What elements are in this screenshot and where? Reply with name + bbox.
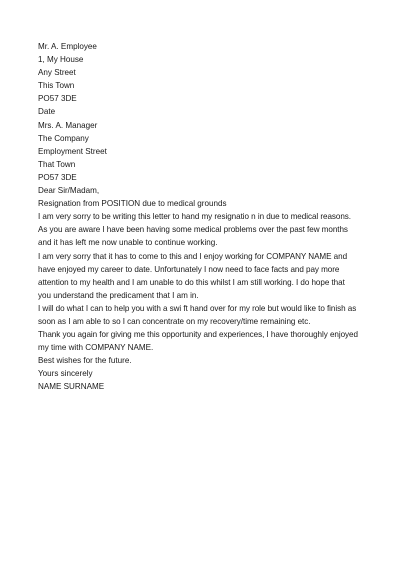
body-line: As you are aware I have been having some medical problems over the past few months: [38, 225, 348, 235]
sender-postcode: PO57 3DE: [38, 94, 77, 104]
body-line: I am very sorry to be writing this letter to hand my resignatio n in due to medical reasons.: [38, 212, 352, 222]
body-line: have enjoyed my career to date. Unfortunately I now need to face facts and pay more: [38, 264, 340, 274]
signature-name: NAME SURNAME: [38, 382, 105, 392]
sender-house: 1, My House: [38, 55, 84, 65]
body-line: Best wishes for the future.: [38, 356, 132, 366]
recipient-address: [38, 119, 368, 184]
body-line: I am very sorry that it has to come to this and I enjoy working for COMPANY NAME and: [38, 251, 348, 261]
letter-date: Date: [38, 107, 56, 117]
salutation: Dear Sir/Madam,: [38, 186, 100, 196]
closing: Yours sincerely: [38, 369, 93, 379]
body-line: attention to my health and I am unable to do this whilst I am still working. I do hope that: [38, 277, 345, 287]
recipient-postcode: PO57 3DE: [38, 172, 77, 182]
recipient-name: Mrs. A. Manager: [38, 120, 98, 130]
sender-town: This Town: [38, 81, 75, 91]
body-line: Thank you again for giving me this opportunity and experiences, I have thoroughly enjoyed: [38, 330, 358, 340]
sender-street: Any Street: [38, 68, 76, 78]
body-line: soon as I am able to so I can concentrate on my recovery/time remaining etc.: [38, 316, 311, 326]
body-line: my time with COMPANY NAME.: [38, 343, 154, 353]
body-line: I will do what I can to help you with a swi ft hand over for my role but would like to finish as: [38, 303, 357, 313]
recipient-town: That Town: [38, 159, 76, 169]
subject-line: Resignation from POSITION due to medical grounds: [38, 199, 227, 209]
sender-name: Mr. A. Employee: [38, 42, 97, 51]
body-line: you understand the predicament that I am in.: [38, 290, 199, 300]
body-line: and it has left me now unable to continue working.: [38, 238, 218, 248]
recipient-company: The Company: [38, 133, 89, 143]
letter-body: [38, 210, 368, 367]
recipient-street: Employment Street: [38, 146, 107, 156]
sender-address: [38, 40, 368, 105]
resignation-letter: [38, 40, 368, 394]
